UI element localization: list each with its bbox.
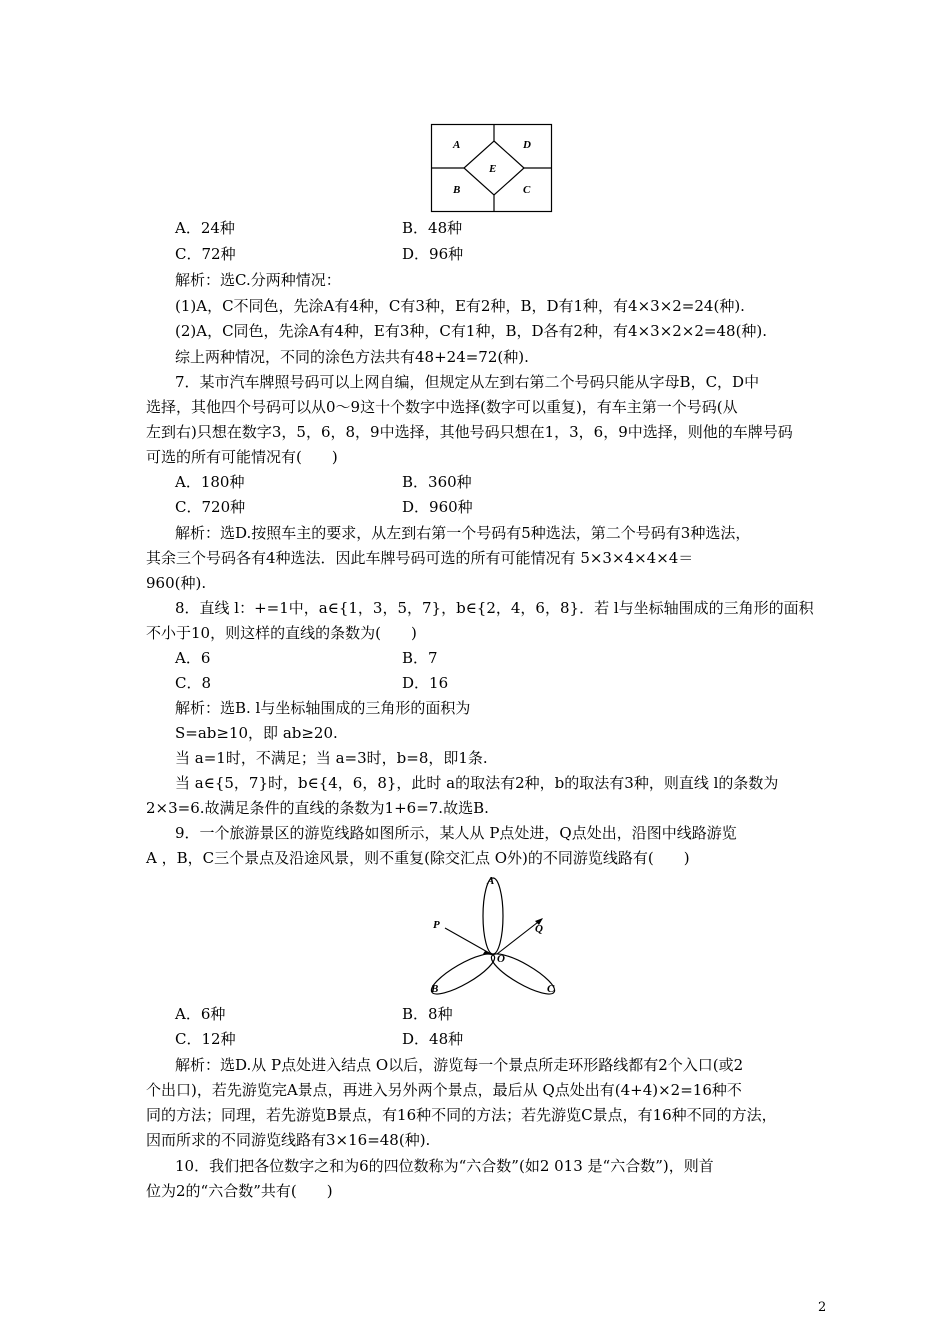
region-diagram (430, 123, 554, 215)
q9-stem-line-2: A ，B，C三个景点及沿途风景，则不重复(除交汇点 O外)的不同游览线路有( ) (146, 849, 690, 867)
q6-analysis-line-2: (1)A，C不同色，先涂A有4种，C有3种，E有2种，B，D有1种，有4×3×2=24(种). (175, 297, 745, 315)
tour-route-figure (425, 872, 565, 1000)
q6-analysis-line-4: 综上两种情况，不同的涂色方法共有48+24=72(种). (175, 348, 529, 366)
q7-stem-line-3: 左到右)只想在数字3，5，6，8，9中选择，其他号码只想在1，3，6，9中选择，则他的车牌号码 (146, 423, 793, 441)
label-p: P (433, 919, 440, 931)
q9-option-b: B．8种 (402, 1005, 453, 1023)
q9-option-a: A．6种 (175, 1005, 226, 1023)
q8-stem-line-1: 8．直线 l：+=1中，a∈{1，3，5，7}，b∈{2，4，6，8}．若 l与坐标轴围成的三角形的面积 (175, 599, 814, 617)
page-number: 2 (818, 1300, 827, 1315)
q8-option-d: D．16 (402, 674, 449, 692)
q10-stem-line-2: 位为2的“六合数”共有( ) (146, 1182, 333, 1200)
label-b: B (431, 983, 439, 995)
q9-stem-line-1: 9．一个旅游景区的游览线路如图所示，某人从 P点处进，Q点处出，沿图中线路游览 (175, 824, 737, 842)
label-c: C (523, 184, 531, 196)
q10-stem-line-1: 10．我们把各位数字之和为6的四位数称为“六合数”(如2 013 是“六合数”)，则首 (175, 1157, 714, 1175)
q9-option-c: C．12种 (175, 1030, 236, 1048)
q9-analysis-line-2: 个出口)，若先游览完A景点，再进入另外两个景点，最后从 Q点处出有(4+4)×2=16种不 (146, 1081, 742, 1099)
q8-stem-line-2: 不小于10，则这样的直线的条数为( ) (146, 624, 417, 642)
q8-analysis-line-3: 当 a=1时，不满足；当 a=3时，b=8，即1条. (175, 749, 488, 767)
label-e: E (489, 163, 497, 175)
label-a: A (487, 875, 495, 887)
q8-analysis-line-2: S=ab≥10，即 ab≥20. (175, 724, 338, 742)
q9-analysis-line-4: 因而所求的不同游览线路有3×16=48(种). (146, 1131, 431, 1149)
q6-analysis-line-1: 解析：选C.分两种情况： (175, 271, 341, 289)
q6-analysis-line-3: (2)A，C同色，先涂A有4种，E有3种，C有1种，B，D各有2种，有4×3×2×2=48(种). (175, 322, 768, 340)
label-b: B (453, 184, 461, 196)
q8-option-a: A．6 (175, 649, 211, 667)
label-q: Q (535, 923, 543, 935)
label-c: C (547, 983, 555, 995)
q6-option-a: A．24种 (175, 219, 235, 237)
region-coloring-figure (430, 123, 554, 215)
q7-analysis-line-2: 其余三个号码各有4种选法．因此车牌号码可选的所有可能情况有 5×3×4×4×4＝ (146, 549, 694, 567)
q7-analysis-line-3: 960(种). (146, 574, 207, 592)
q8-analysis-line-4: 当 a∈{5，7}时，b∈{4，6，8}，此时 a的取法有2种，b的取法有3种，则直线 l的条数为 (175, 774, 779, 792)
label-a: A (453, 139, 461, 151)
q7-option-c: C．720种 (175, 498, 246, 516)
route-diagram (425, 872, 565, 1000)
q7-stem-line-1: 7．某市汽车牌照号码可以上网自编，但规定从左到右第二个号码只能从字母B，C，D中 (175, 373, 760, 391)
q9-analysis-line-3: 同的方法；同理，若先游览B景点，有16种不同的方法；若先游览C景点，有16种不同的方法， (146, 1106, 777, 1124)
q7-analysis-line-1: 解析：选D.按照车主的要求，从左到右第一个号码有5种选法，第二个号码有3种选法， (175, 524, 751, 542)
q9-analysis-line-1: 解析：选D.从 P点处进入结点 O以后，游览每一个景点所走环形路线都有2个入口(或2 (175, 1056, 744, 1074)
q8-option-c: C．8 (175, 674, 212, 692)
q8-analysis-line-5: 2×3=6.故满足条件的直线的条数为1+6=7.故选B. (146, 799, 489, 817)
q7-option-d: D．960种 (402, 498, 473, 516)
q6-option-d: D．96种 (402, 245, 464, 263)
label-d: D (523, 139, 531, 151)
q8-option-b: B．7 (402, 649, 438, 667)
q7-option-b: B．360种 (402, 473, 472, 491)
q7-stem-line-2: 选择，其他四个号码可以从0～9这十个数字中选择(数字可以重复)，有车主第一个号码(从 (146, 398, 738, 416)
q6-option-b: B．48种 (402, 219, 463, 237)
loop-a (483, 878, 503, 954)
q8-analysis-line-1: 解析：选B. l与坐标轴围成的三角形的面积为 (175, 699, 471, 717)
label-o: O (497, 953, 505, 965)
q9-option-d: D．48种 (402, 1030, 464, 1048)
q7-stem-line-4: 可选的所有可能情况有( ) (146, 448, 338, 466)
q6-option-c: C．72种 (175, 245, 236, 263)
q7-option-a: A．180种 (175, 473, 245, 491)
